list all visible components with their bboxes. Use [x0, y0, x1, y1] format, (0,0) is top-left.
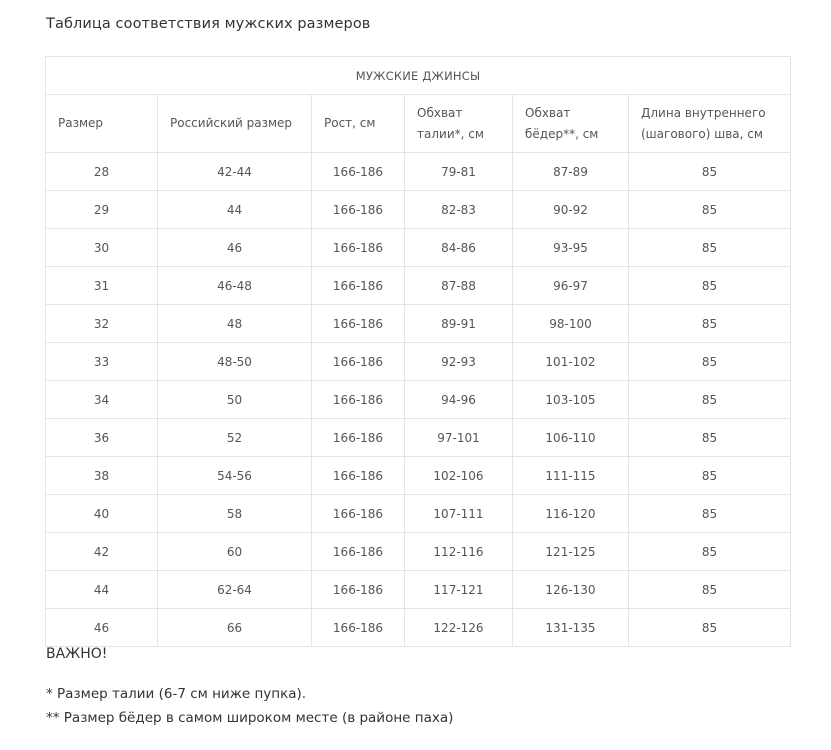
- cell-waist: 82-83: [405, 191, 513, 229]
- cell-hips: 121-125: [513, 533, 629, 571]
- cell-inseam: 85: [629, 305, 791, 343]
- note-hips: ** Размер бёдер в самом широком месте (в районе паха): [46, 710, 454, 726]
- cell-size: 28: [46, 153, 158, 191]
- cell-russian-size: 44: [158, 191, 312, 229]
- cell-waist: 107-111: [405, 495, 513, 533]
- table-row: [46, 305, 791, 343]
- table-row: [46, 229, 791, 267]
- cell-waist: 97-101: [405, 419, 513, 457]
- cell-size: 36: [46, 419, 158, 457]
- cell-russian-size: 66: [158, 609, 312, 647]
- cell-inseam: 85: [629, 419, 791, 457]
- cell-inseam: 85: [629, 191, 791, 229]
- cell-hips: 98-100: [513, 305, 629, 343]
- cell-inseam: 85: [629, 229, 791, 267]
- cell-inseam: 85: [629, 267, 791, 305]
- header-height: Рост, см: [312, 95, 405, 153]
- cell-hips: 116-120: [513, 495, 629, 533]
- cell-size: 42: [46, 533, 158, 571]
- table-row: [46, 609, 791, 647]
- table-caption-row: [46, 57, 791, 95]
- cell-russian-size: 60: [158, 533, 312, 571]
- cell-russian-size: 46: [158, 229, 312, 267]
- cell-size: 44: [46, 571, 158, 609]
- table-row: [46, 571, 791, 609]
- table-header-row: [46, 95, 791, 153]
- cell-waist: 117-121: [405, 571, 513, 609]
- cell-size: 33: [46, 343, 158, 381]
- cell-russian-size: 48: [158, 305, 312, 343]
- cell-inseam: 85: [629, 609, 791, 647]
- cell-size: 34: [46, 381, 158, 419]
- cell-size: 29: [46, 191, 158, 229]
- table-row: [46, 381, 791, 419]
- cell-russian-size: 50: [158, 381, 312, 419]
- table-row: [46, 191, 791, 229]
- header-hips: Обхват бёдер**, см: [513, 95, 629, 153]
- cell-hips: 103-105: [513, 381, 629, 419]
- cell-russian-size: 58: [158, 495, 312, 533]
- table-body: [46, 153, 791, 647]
- cell-height: 166-186: [312, 343, 405, 381]
- cell-height: 166-186: [312, 305, 405, 343]
- cell-inseam: 85: [629, 457, 791, 495]
- cell-russian-size: 62-64: [158, 571, 312, 609]
- header-inseam: Длина внутреннего (шагового) шва, см: [629, 95, 791, 153]
- cell-russian-size: 42-44: [158, 153, 312, 191]
- cell-height: 166-186: [312, 229, 405, 267]
- header-waist: Обхват талии*, см: [405, 95, 513, 153]
- cell-waist: 92-93: [405, 343, 513, 381]
- page-title: Таблица соответствия мужских размеров: [46, 16, 371, 32]
- cell-size: 38: [46, 457, 158, 495]
- cell-hips: 90-92: [513, 191, 629, 229]
- size-chart-table: [45, 56, 791, 647]
- cell-waist: 79-81: [405, 153, 513, 191]
- cell-height: 166-186: [312, 533, 405, 571]
- cell-hips: 101-102: [513, 343, 629, 381]
- cell-height: 166-186: [312, 191, 405, 229]
- note-waist: * Размер талии (6-7 см ниже пупка).: [46, 686, 307, 702]
- cell-hips: 93-95: [513, 229, 629, 267]
- cell-inseam: 85: [629, 381, 791, 419]
- cell-size: 30: [46, 229, 158, 267]
- cell-height: 166-186: [312, 267, 405, 305]
- cell-height: 166-186: [312, 495, 405, 533]
- header-russian-size: Российский размер: [158, 95, 312, 153]
- table-row: [46, 495, 791, 533]
- cell-hips: 131-135: [513, 609, 629, 647]
- table-row: [46, 267, 791, 305]
- cell-hips: 106-110: [513, 419, 629, 457]
- cell-size: 31: [46, 267, 158, 305]
- cell-height: 166-186: [312, 609, 405, 647]
- cell-russian-size: 46-48: [158, 267, 312, 305]
- cell-size: 32: [46, 305, 158, 343]
- cell-waist: 112-116: [405, 533, 513, 571]
- table-row: [46, 343, 791, 381]
- important-label: ВАЖНО!: [46, 646, 108, 662]
- table-row: [46, 533, 791, 571]
- cell-size: 46: [46, 609, 158, 647]
- cell-inseam: 85: [629, 571, 791, 609]
- cell-hips: 111-115: [513, 457, 629, 495]
- cell-size: 40: [46, 495, 158, 533]
- cell-inseam: 85: [629, 533, 791, 571]
- cell-inseam: 85: [629, 343, 791, 381]
- table-caption: МУЖСКИЕ ДЖИНСЫ: [46, 57, 791, 95]
- cell-inseam: 85: [629, 495, 791, 533]
- cell-waist: 102-106: [405, 457, 513, 495]
- table-row: [46, 457, 791, 495]
- cell-height: 166-186: [312, 571, 405, 609]
- cell-height: 166-186: [312, 419, 405, 457]
- cell-waist: 87-88: [405, 267, 513, 305]
- cell-waist: 122-126: [405, 609, 513, 647]
- cell-hips: 96-97: [513, 267, 629, 305]
- cell-waist: 94-96: [405, 381, 513, 419]
- table-row: [46, 153, 791, 191]
- cell-height: 166-186: [312, 381, 405, 419]
- table-row: [46, 419, 791, 457]
- cell-russian-size: 48-50: [158, 343, 312, 381]
- cell-russian-size: 54-56: [158, 457, 312, 495]
- cell-inseam: 85: [629, 153, 791, 191]
- cell-height: 166-186: [312, 153, 405, 191]
- cell-hips: 126-130: [513, 571, 629, 609]
- cell-height: 166-186: [312, 457, 405, 495]
- cell-waist: 84-86: [405, 229, 513, 267]
- cell-russian-size: 52: [158, 419, 312, 457]
- header-size: Размер: [46, 95, 158, 153]
- cell-hips: 87-89: [513, 153, 629, 191]
- cell-waist: 89-91: [405, 305, 513, 343]
